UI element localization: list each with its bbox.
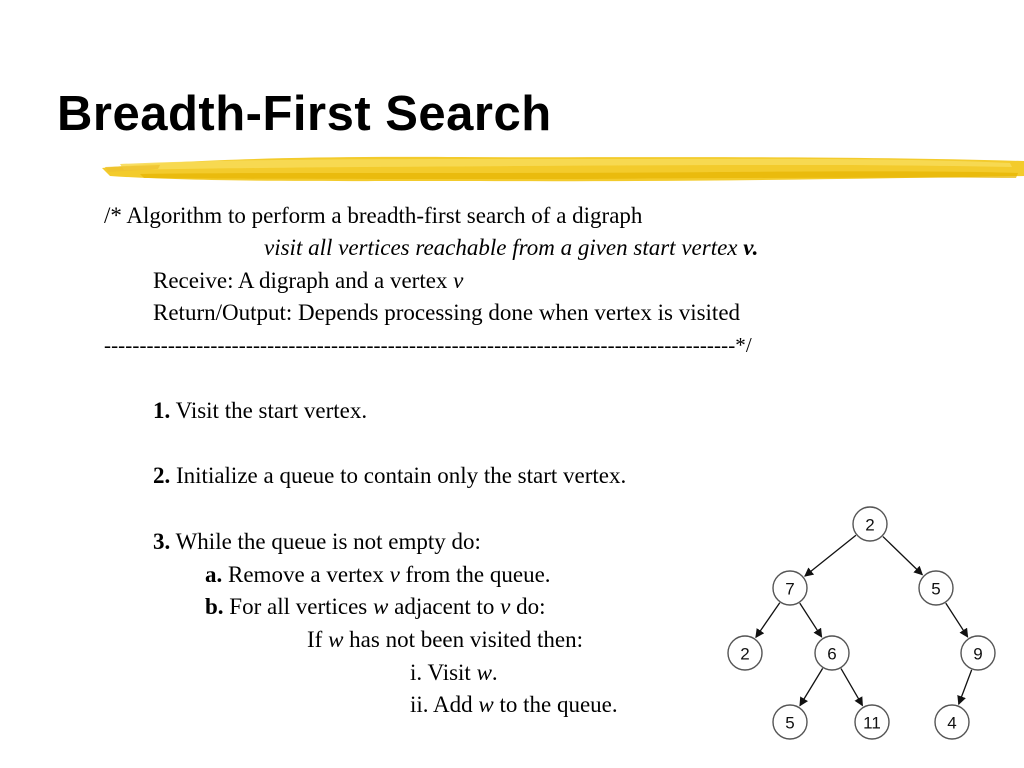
step-2: 2. Initialize a queue to contain only the start vertex. xyxy=(153,463,627,488)
tree-node-n4 xyxy=(935,705,969,739)
tree-node-n9 xyxy=(961,636,995,670)
step-if: If w has not been visited then: xyxy=(307,627,583,652)
tree-node-label: 5 xyxy=(785,713,795,733)
comment-return-line: Return/Output: Depends processing done when vertex is visited xyxy=(153,300,741,325)
tree-diagram xyxy=(720,500,1020,750)
comment-close-line: -----------------------------------------------------------------------------------------*/ xyxy=(104,333,752,357)
tree-node-n2top xyxy=(853,507,887,541)
tree-edge-n6-n11 xyxy=(841,669,862,706)
tree-node-label: 2 xyxy=(740,644,750,664)
comment-receive-line: Receive: A digraph and a vertex v xyxy=(153,268,464,293)
tree-node-label: 2 xyxy=(865,515,875,535)
step-visit: i. Visit w. xyxy=(410,660,498,685)
tree-edge-n9-n4 xyxy=(959,670,972,704)
tree-node-n6 xyxy=(815,636,849,670)
tree-node-label: 4 xyxy=(947,713,957,733)
comment-line-1: /* Algorithm to perform a breadth-first search of a digraph xyxy=(104,203,643,228)
tree-node-n5bottom xyxy=(773,705,807,739)
tree-node-n5 xyxy=(919,571,953,605)
step-3b: b. For all vertices w adjacent to v do: xyxy=(205,594,546,619)
tree-node-n7 xyxy=(773,571,807,605)
step-3a: a. Remove a vertex v from the queue. xyxy=(205,562,551,587)
tree-node-label: 6 xyxy=(827,644,837,664)
tree-node-label: 11 xyxy=(863,713,881,733)
slide-title: Breadth-First Search xyxy=(57,87,552,141)
tree-edge-n2top-n7 xyxy=(805,535,856,576)
tree-node-n2left xyxy=(728,636,762,670)
step-1: 1. Visit the start vertex. xyxy=(153,398,368,423)
tree-edge-n6-n5bottom xyxy=(800,668,823,705)
tree-edge-n7-n2left xyxy=(756,603,780,638)
tree-node-n11 xyxy=(855,705,889,739)
tree-edge-n5-n9 xyxy=(946,603,968,637)
comment-line-2: visit all vertices reachable from a given start vertex v. xyxy=(264,235,759,260)
step-add: ii. Add w to the queue. xyxy=(410,692,618,717)
tree-edge-n7-n6 xyxy=(800,603,822,637)
yellow-brush-stroke-decoration xyxy=(100,146,1024,190)
step-3: 3. While the queue is not empty do: xyxy=(153,529,481,554)
tree-node-label: 9 xyxy=(973,644,983,664)
tree-node-label: 5 xyxy=(931,579,941,599)
tree-edge-n2top-n5 xyxy=(883,537,922,575)
tree-node-label: 7 xyxy=(785,579,795,599)
